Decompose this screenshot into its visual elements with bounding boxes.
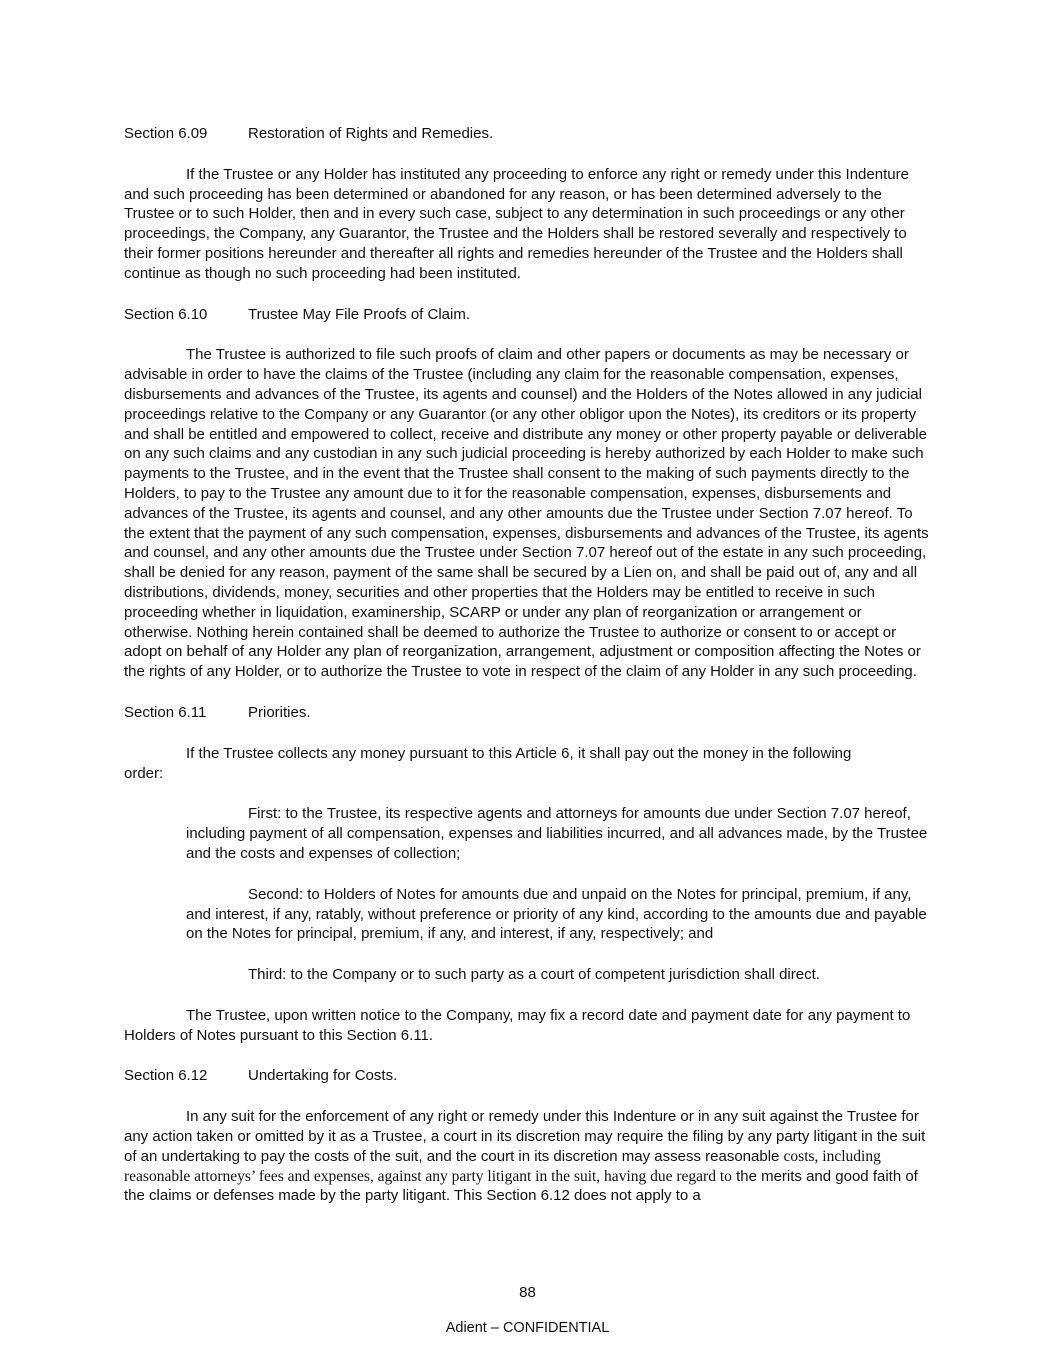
paragraph-part-2: costs, including reasonable attorneys’ fees and expenses, against any party litigant in the suit, having due regard to xyxy=(124,1147,881,1185)
section-title: Restoration of Rights and Remedies. xyxy=(248,125,494,142)
document-page xyxy=(124,124,932,1227)
section-paragraph xyxy=(124,1107,932,1206)
section-title: Undertaking for Costs. xyxy=(248,1067,398,1085)
confidential-footer: Adient – CONFIDENTIAL xyxy=(445,1320,610,1336)
section-heading xyxy=(124,703,932,723)
section-number: Section 6.12 xyxy=(124,1067,208,1085)
priority-item-third: Third: to the Company or to such party as a court of competent jurisdiction shall direct. xyxy=(248,966,820,984)
section-number: Section 6.10 xyxy=(124,305,208,323)
section-paragraph: The Trustee is authorized to file such proofs of claim and other papers or documents as may be necessary or advisable in order to have the claims of the Trustee (including any claim for the reasonable compensation, expenses, disbursements and advances of the Trustee, its agents and counsel) and the Holders of the Notes allowed in any judicial proceedings relative to the Company or any Guarantor (or any other obligor upon the Notes), its creditors or its property and shall be entitled and empowered to collect, receive and distribute any money or other property payable or deliverable on any such claims and any custodian in any such judicial proceeding is hereby authorized by each Holder to make such payments to the Trustee, and in the event that the Trustee shall consent to the making of such payments directly to the Holders, to pay to the Trustee any amount due to it for the reasonable compensation, expenses, disbursements and advances of the Trustee, its agents and counsel, and any other amounts due the Trustee under Section 7.07 hereof. To the extent that the payment of any such compensation, expenses, disbursements and advances of the Trustee, its agents and counsel, and any other amounts due the Trustee under Section 7.07 hereof out of the estate in any such proceeding, shall be denied for any reason, payment of the same shall be secured by a Lien on, and shall be paid out of, any and all distributions, dividends, money, securities and other properties that the Holders may be entitled to receive in such proceeding whether in liquidation, examinership, SCARP or under any plan of reorganization or arrangement or otherwise. Nothing herein contained shall be deemed to authorize the Trustee to authorize or consent to or accept or adopt on behalf of any Holder any plan of reorganization, arrangement, adjustment or composition affecting the Notes or the rights of any Holder, or to authorize the Trustee to vote in respect of the claim of any Holder in any such proceeding. xyxy=(124,346,929,681)
priorities-intro-tail: order: xyxy=(124,764,164,782)
priorities-intro xyxy=(124,744,932,784)
section-number: Section 6.09 xyxy=(124,125,208,142)
priority-item-second: Second: to Holders of Notes for amounts due and unpaid on the Notes for principal, premium, if any, and interest, if any, ratably, without preference or priority of any kind, according to the amounts due and payable on the Notes for principal, premium, if any, and interest, if any, respectively; and xyxy=(186,885,927,943)
section-paragraph: If the Trustee or any Holder has instituted any proceeding to enforce any right or remedy under this Indenture and such proceeding has been determined or abandoned for any reason, or has been determined adversely to the Trustee or to such Holder, then and in every such case, subject to any determination in such proceedings or any other proceedings, the Company, any Guarantor, the Trustee and the Holders shall be restored severally and respectively to their former positions hereunder and thereafter all rights and remedies hereunder of the Trustee and the Holders shall continue as though no such proceeding had been instituted. xyxy=(124,165,909,282)
page-number: 88 xyxy=(519,1284,536,1301)
priorities-closing: The Trustee, upon written notice to the Company, may fix a record date and payment date for any payment to Holders of Notes pursuant to this Section 6.11. xyxy=(124,1006,911,1044)
paragraph-part-1: In any suit for the enforcement of any right or remedy under this Indenture or in any suit against the Trustee for any action taken or omitted by it as a Trustee, a court in its discretion may require the filing by any party litigant in the suit of an undertaking to pay the costs of the suit, and the court in its discretion may assess reasonable xyxy=(124,1108,926,1165)
section-title: Priorities. xyxy=(248,703,311,721)
section-heading xyxy=(124,1066,932,1086)
section-heading xyxy=(124,305,932,325)
priority-item-first: First: to the Trustee, its respective agents and attorneys for amounts due under Section 7.07 hereof, including payment of all compensation, expenses and liabilities incurred, and all advances made, by the Trustee and the costs and expenses of collection; xyxy=(186,805,928,862)
priorities-intro-main: If the Trustee collects any money pursuant to this Article 6, it shall pay out the money in the following xyxy=(186,744,852,762)
paragraph-part-3: the merits and good faith of the claims or defenses made by the party litigant. This Section 6.12 does not apply to a xyxy=(124,1167,918,1205)
section-title: Trustee May File Proofs of Claim. xyxy=(248,305,471,323)
section-heading xyxy=(124,124,932,144)
section-number: Section 6.11 xyxy=(124,703,207,721)
